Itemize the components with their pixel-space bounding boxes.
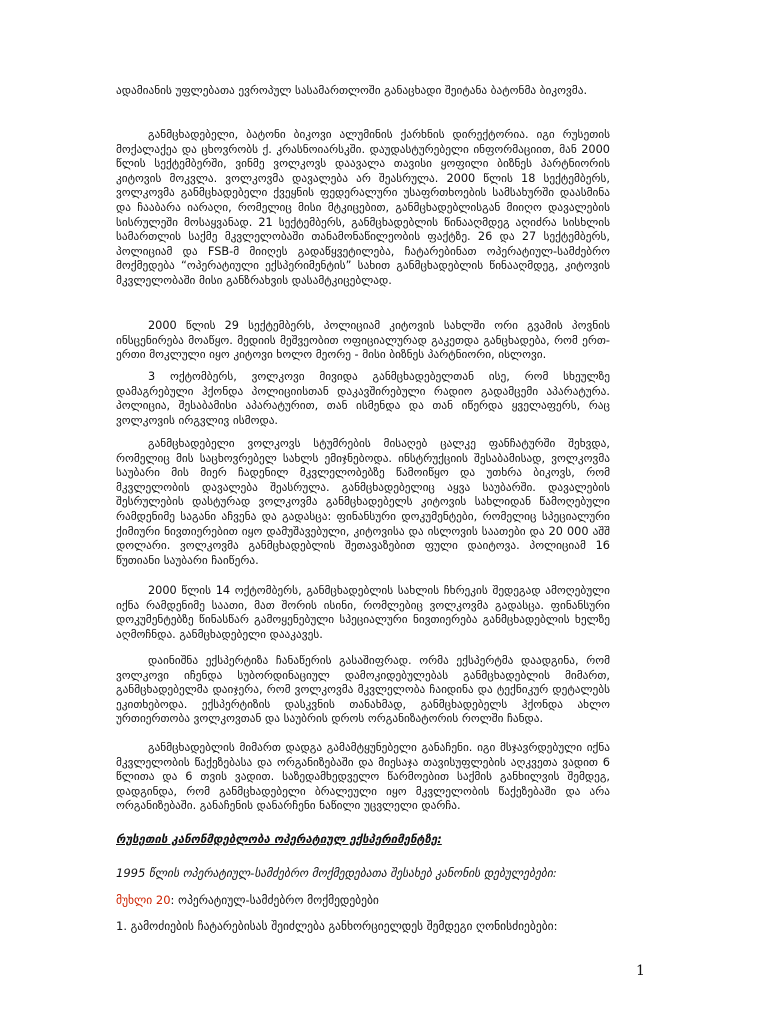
paragraph-intro: ადამიანის უფლებათა ევროპულ სასამართლოში განაცხადი შეიტანა ბატონმა ბიკოვმა. (116, 84, 588, 97)
paragraph-verdict: განმცხადებლის მიმართ დადგა გამამტყუნებელი განაჩენი. იგი მსჯავრდებული იქნა მკვლელობის წაქეზებასა და ორგანიზებაში და მიესაჯა თავისუფლების აღკვეთა ვადით 6 წლითა და 6 თვის ვადით. საზედამხედველო წარმოებით საქმის განხილვის შემდეგ, დადგინდა, რომ განმცხადებელი ბრალეული იყო მკვლელობის წაქეზებაში და არა ორგანიზებაში. განაჩენის დანარჩენი ნაწილი უცვლელი დარჩა. (116, 741, 610, 813)
paragraph-applicant: განმცხადებელი, ბატონი ბიკოვი ალუმინის ქარხნის დირექტორია. იგი რუსეთის მოქალაქეა და ცხოვრობს ქ. კრასნოიარსკში. დაუდასტურებელი ინფორმაციით, მან 2000 წლის სექტემბერში, ვინმე ვოლკოვს დაავალა თავისი ყოფილი ბიზნეს პარტნიორის კიტოვის მოკვლა. ვოლკოვმა დავალება არ შეასრულა. 2000 წლის 18 სექტემბერს, ვოლკოვმა განმცხადებელი ქვეყნის ფედერალური უსაფრთხოების სამსახურში დაასმინა და ჩააბარა იარაღი, რომელიც მისი მტკიცებით, განმცხადებლისგან მიიღო დავალების სისრულეში მოსაყვანად. 21 სექტემბერს, განმცხადებლის წინააღმდეგ აღიძრა სისხლის სამართლის საქმე მკვლელობაში თანამონაწილეობის ფაქტზე. 26 და 27 სექტემბერს, პოლიციამ და FSB-მ მიიღეს გადაწყვეტილება, ჩატარებინათ ოპერატიულ-სამძებრო მოქმედება “ოპერატიული ექსპერიმენტის” სახით განმცხადებლის წინააღმდეგ, კიტოვის მკვლელობაში მისი განზრახვის დასამტკიცებლად. (116, 128, 610, 287)
paragraph-october-3: 3 ოქტომბერს, ვოლკოვი მივიდა განმცხადებელთან ისე, რომ სხეულზე დამაგრებული ჰქონდა პოლიციისთან დაკავშირებული რადიო გადამცემი აპარატურა. პოლიცია, შესაბამისი აპარატურით, თან ისმენდა და თან იწერდა ყველაფერს, რაც ვოლკოვის ირგვლივ ისმოდა. (116, 370, 610, 427)
paragraph-staging: 2000 წლის 29 სექტემბერს, პოლიციამ კიტოვის სახლში ორი გვამის პოვნის ინსცენირება მოაწყო. მედიის მეშვეობით ოფიციალურად გაკეთდა განცხადება, რომ ერთ-ერთი მოკლული იყო კიტოვი ხოლო მეორე - მისი ბიზნეს პარტნიორი, ისლოვი. (116, 319, 610, 362)
article-line (116, 893, 636, 908)
article-label: მუხლი 20 (116, 893, 171, 907)
article-title: : ოპერატიულ-სამძებრო მოქმედებები (170, 893, 379, 907)
paragraph-search: 2000 წლის 14 ოქტომბერს, განმცხადებლის სახლის ჩხრეკის შედეგად ამოღებული იქნა რამდენიმე საათი, მათ შორის ისინი, რომლებიც ვოლკოვმა გადასცა. ფინანსური დოკუმენტებზე წინასწარ გამოყენებული სპეციალური ნივთიერება განმცხადებლის ხელზე აღმოჩნდა. განმცხადებელი დააკავეს. (116, 584, 610, 641)
list-item: 1. გამოძიების ჩატარებისას შეიძლება განხორციელდეს შემდეგი ღონისძიებები: (116, 919, 558, 933)
paragraph-meeting: განმცხადებელი ვოლკოვს სტუმრების მისაღებ ცალკე ფანჩატურში შეხვდა, რომელიც მის საცხოვრებელ სახლს ემიჯნებოდა. ინსტრუქციის შესაბამისად, ვოლკოვმა საუბარი მის მიერ ჩადენილ მკვლელობებზე წამოიწყო და უთხრა ბიკოვს, რომ მკვლელობის დავალება შეასრულა. განმცხადებელიც აყვა საუბარში. დავალების შესრულების დასტურად ვოლკოვმა განმცხადებელს კიტოვის სახლიდან წამოღებული რამდენიმე საგანი აჩვენა და გადასცა: ფინანსური დოკუმენტები, რომელიც სპეციალური ქიმიური ნივთიერებით იყო დამუშავებული, კიტოვისა და ისლოვის საათები და 20 000 აშშ დოლარი. ვოლკოვმა განმცხადებლის შეთავაზებით ფული დაიტოვა. პოლიციამ 16 წუთიანი საუბარი ჩაიწერა. (116, 437, 610, 567)
page-number: 1 (636, 963, 645, 979)
law-title: 1995 წლის ოპერატიულ-სამძებრო მოქმედებათა შესახებ კანონის დებულებები: (116, 866, 557, 880)
section-heading: რუსეთის კანონმდებლობა ოპერატიულ ექსპერიმენტზე: (116, 832, 442, 846)
paragraph-expertise: დაინიშნა ექსპერტიზა ჩანაწერის გასაშიფრად. ორმა ექსპერტმა დაადგინა, რომ ვოლკოვი იჩენდა სუბორდინაციულ დამოკიდებულებას განმცხადებლის მიმართ, განმცხადებელმა დაიჯერა, რომ ვოლკოვმა მკვლელობა ჩაიდინა და ტექნიკურ დეტალებს ეკითხებოდა. ექსპერტიზის დასკვნის თანახმად, განმცხადებელს ჰქონდა ახლო ურთიერთობა ვოლკოვთან და საუბრის დროს ორგანიზატორის როლში ჩანდა. (116, 654, 610, 726)
